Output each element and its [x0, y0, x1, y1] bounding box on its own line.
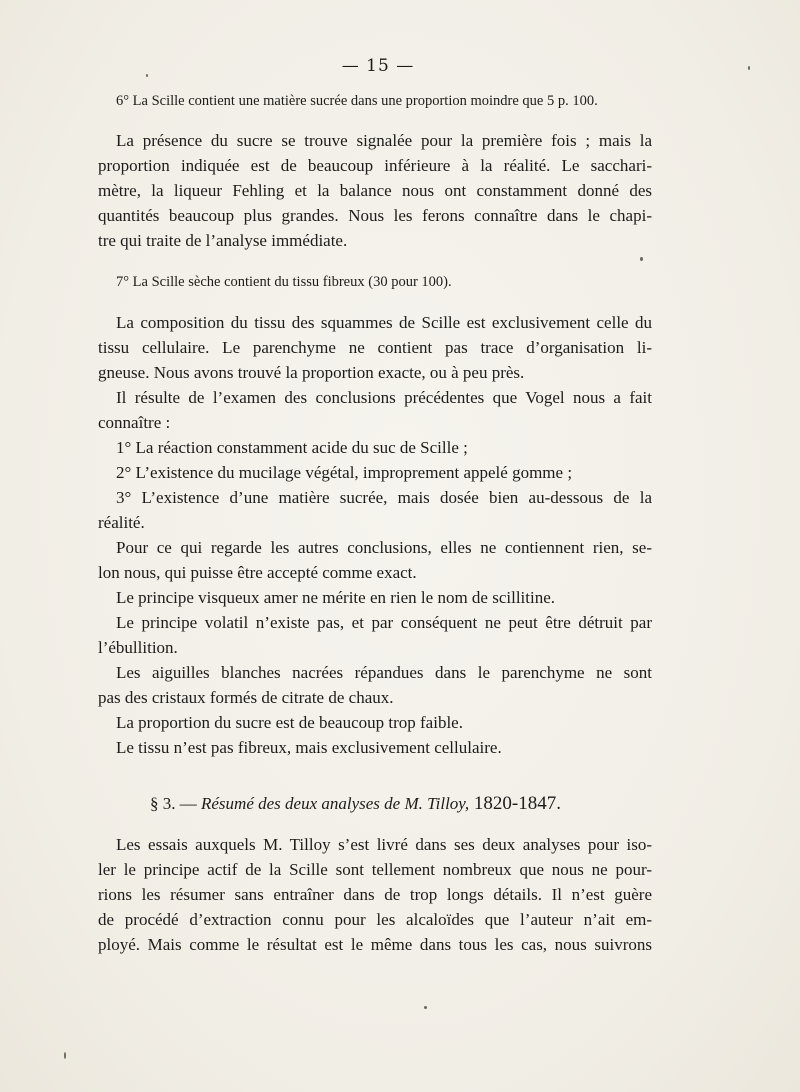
- section-heading: [150, 794, 561, 813]
- paragraph-line: ployé. Mais comme le résultat est le même dans tous les cas, nous suivrons: [98, 935, 652, 954]
- paper-speck: [424, 1006, 427, 1009]
- conclusion-item-7: 7° La Scille sèche contient du tissu fibreux (30 pour 100).: [116, 274, 452, 290]
- paragraph-line: Le principe visqueux amer ne mérite en rien le nom de scillitine.: [116, 588, 556, 607]
- paragraph-line: Le principe volatil n’existe pas, et par conséquent ne peut être détruit par: [116, 613, 652, 632]
- section-years: 1820-1847.: [469, 793, 561, 814]
- paper-speck: [748, 66, 750, 70]
- paragraph-line: Il résulte de l’examen des conclusions précédentes que Vogel nous a fait: [116, 388, 652, 407]
- paragraph-line: mètre, la liqueur Fehling et la balance nous ont constamment donné des: [98, 181, 652, 200]
- paragraph-line: de procédé d’extraction connu pour les alcaloïdes que l’auteur n’ait em-: [98, 910, 652, 929]
- paragraph-line: ler le principe actif de la Scille sont tellement nombreux que nous ne pour-: [98, 860, 652, 879]
- paragraph-line: quantités beaucoup plus grandes. Nous les ferons connaître dans le chapi-: [98, 206, 652, 225]
- paragraph-line: Le tissu n’est pas fibreux, mais exclusivement cellulaire.: [116, 738, 502, 757]
- section-number: § 3. —: [150, 794, 201, 813]
- list-item: 2° L’existence du mucilage végétal, improprement appelé gomme ;: [116, 463, 573, 482]
- paragraph-line: Les essais auxquels M. Tilloy s’est livré dans ses deux analyses pour iso-: [116, 835, 652, 854]
- list-item: 1° La réaction constamment acide du suc de Scille ;: [116, 438, 468, 457]
- conclusion-item-6: 6° La Scille contient une matière sucrée dans une proportion moindre que 5 p. 100.: [116, 93, 598, 109]
- paragraph-line: l’ébullition.: [98, 638, 178, 657]
- list-item: réalité.: [98, 513, 145, 532]
- paper-speck: [64, 1052, 66, 1059]
- paper-speck: [146, 74, 148, 77]
- page-number: — 15 —: [341, 56, 415, 76]
- paragraph-line: pas des cristaux formés de citrate de chaux.: [98, 688, 394, 707]
- paragraph-line: La proportion du sucre est de beaucoup trop faible.: [116, 713, 463, 732]
- paragraph-line: proportion indiquée est de beaucoup inférieure à la réalité. Le sacchari-: [98, 156, 652, 175]
- paragraph-line: Pour ce qui regarde les autres conclusions, elles ne contiennent rien, se-: [116, 538, 652, 557]
- paragraph-line: tissu cellulaire. Le parenchyme ne contient pas trace d’organisation li-: [98, 338, 652, 357]
- paragraph-line: tre qui traite de l’analyse immédiate.: [98, 231, 348, 250]
- list-item: 3° L’existence d’une matière sucrée, mais dosée bien au-dessous de la: [116, 488, 652, 507]
- paragraph-line: gneuse. Nous avons trouvé la proportion exacte, ou à peu près.: [98, 363, 525, 382]
- paragraph-line: Les aiguilles blanches nacrées répandues dans le parenchyme ne sont: [116, 663, 652, 682]
- paragraph-line: connaître :: [98, 413, 171, 432]
- paragraph-line: La composition du tissu des squammes de Scille est exclusivement celle du: [116, 313, 652, 332]
- paper-speck: [640, 257, 643, 261]
- paragraph-line: lon nous, qui puisse être accepté comme exact.: [98, 563, 417, 582]
- section-title: Résumé des deux analyses de M. Tilloy,: [201, 794, 470, 813]
- paragraph-line: rions les résumer sans entraîner dans de trop longs détails. Il n’est guère: [98, 885, 652, 904]
- paragraph-line: La présence du sucre se trouve signalée pour la première fois ; mais la: [116, 131, 652, 150]
